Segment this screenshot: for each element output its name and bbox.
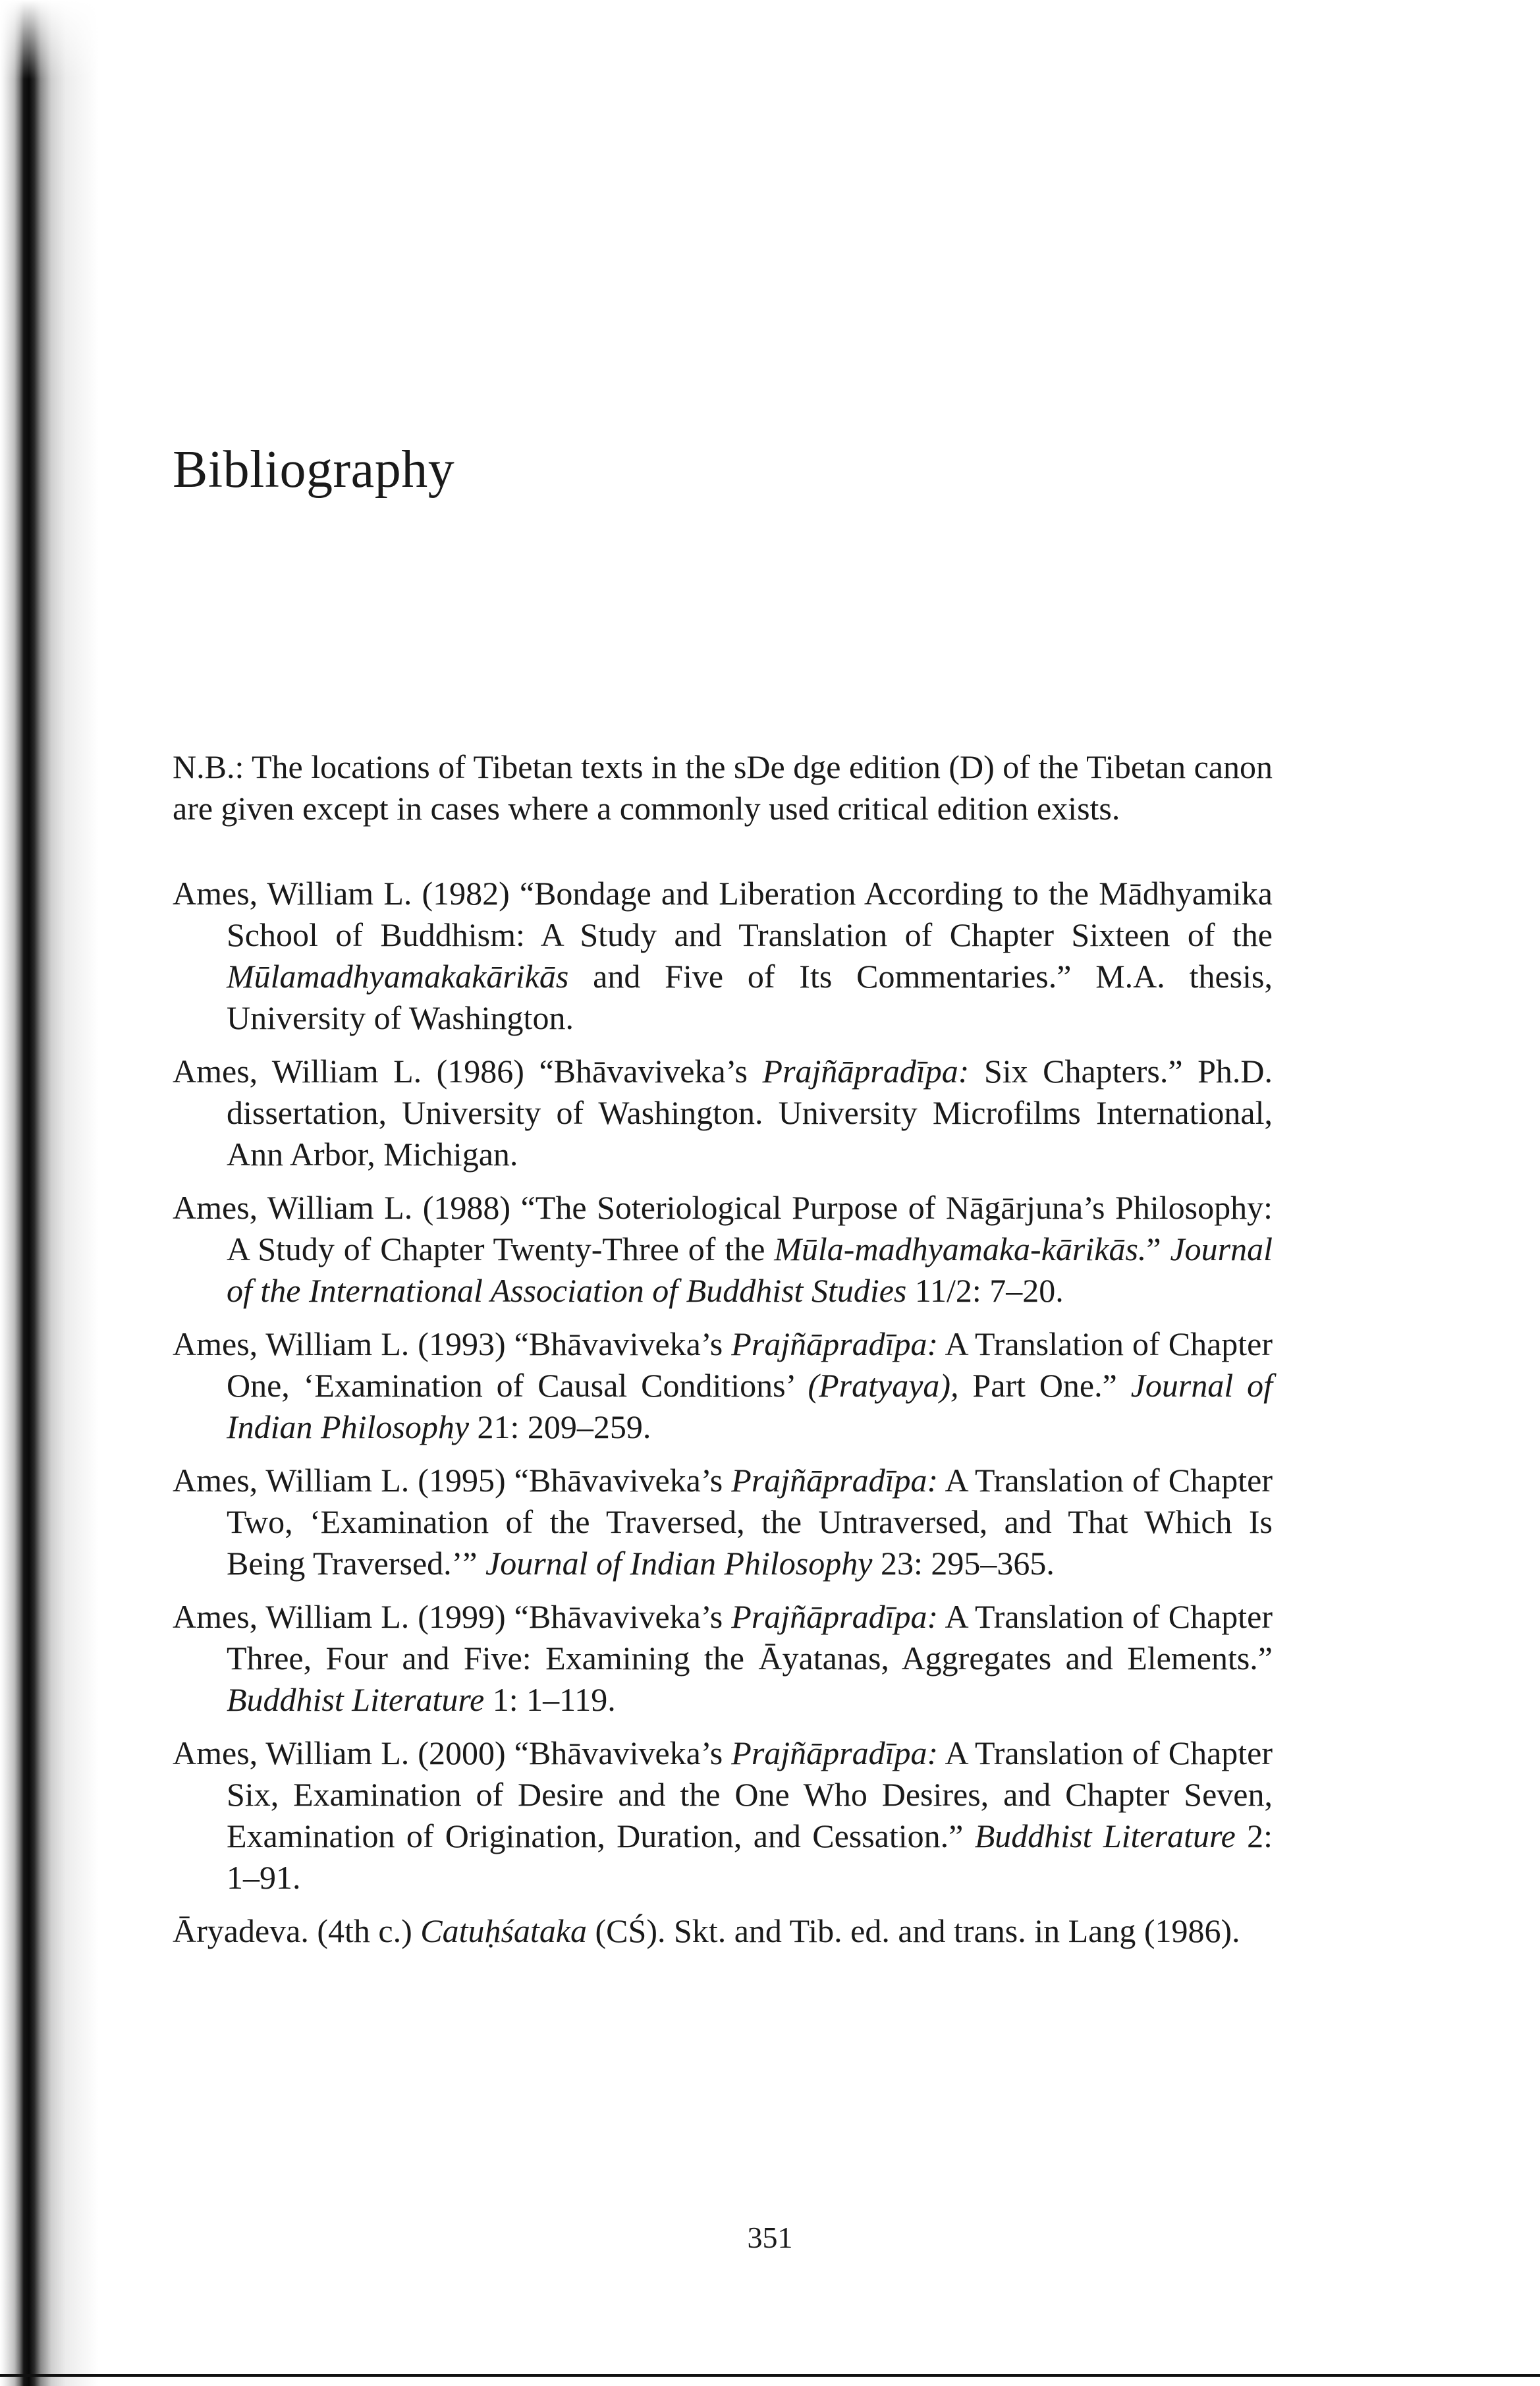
entry-text: 2: 1–91. — [227, 1817, 1273, 1896]
editorial-note: N.B.: The locations of Tibetan texts in the sDe dge edition (D) of the Tibetan canon are given except in cases where a commonly used critical edition exists. — [173, 748, 1273, 827]
entry-text: Āryadeva. (4th c.) — [173, 1912, 421, 1949]
scan-gutter-shadow — [0, 0, 99, 2386]
entry-text: Ames, William L. (1999) “Bhāvaviveka’s — [173, 1598, 732, 1635]
entry-text: A Translation of Chapter Six, Examination of Desire and the One Who Desires, and Chapter Seven, Examination of Origination, Duration, and Cessation.” — [227, 1734, 1273, 1854]
entry-text: Ames, William L. (2000) “Bhāvaviveka’s — [173, 1734, 732, 1771]
entry-italic-title: Mūlamadhyamakakārikās — [227, 958, 569, 995]
bibliography-entry — [173, 1187, 1273, 1312]
bibliography-body — [173, 746, 1273, 1964]
entry-text: 21: 209–259. — [469, 1408, 651, 1445]
bibliography-entry — [173, 1910, 1273, 1952]
entry-text: Ames, William L. (1993) “Bhāvaviveka’s — [173, 1325, 732, 1362]
bibliography-entry — [173, 1596, 1273, 1721]
entry-journal: Buddhist Literature — [227, 1681, 485, 1718]
entry-italic-term: (Pratyaya), — [808, 1367, 959, 1404]
bibliography-entry — [173, 873, 1273, 1039]
entry-text: A Translation of Chapter Three, Four and Five: Examining the Āyatanas, Aggregates and Elements.” — [227, 1598, 1273, 1677]
entry-text: Ames, William L. (1986) “Bhāvaviveka’s — [173, 1053, 763, 1090]
entry-text: Ames, William L. (1988) “The Soteriological Purpose of Nāgārjuna’s Philosophy: A Study of Chapter Twenty-Three of the — [173, 1189, 1273, 1267]
bibliography-entry — [173, 1460, 1273, 1584]
entry-italic-title: Prajñāpradīpa: — [731, 1598, 939, 1635]
entry-text: 23: 295–365. — [872, 1545, 1055, 1582]
entry-italic-title: Catuḥśataka — [420, 1912, 588, 1949]
entry-italic-title: Prajñāpradīpa: — [731, 1734, 939, 1771]
entry-text: Ames, William L. (1982) “Bondage and Liberation According to the Mādhyamika School of Buddhism: A Study and Translation of Chapter Sixteen of the — [173, 875, 1273, 953]
entry-text: (CŚ). Skt. and Tib. ed. and trans. in Lang (1986). — [587, 1912, 1240, 1949]
scan-bottom-edge — [0, 2374, 1540, 2377]
page-title: Bibliography — [173, 441, 455, 499]
entry-italic-title: Prajñāpradīpa: — [731, 1325, 939, 1362]
entry-text: Part One.” — [958, 1367, 1131, 1404]
entry-journal: Journal of Indian Philosophy — [485, 1545, 873, 1582]
entry-text: A Translation of Chapter Two, ‘Examination of the Traversed, the Untraversed, and That Which Is Being Traversed.’” — [227, 1462, 1273, 1582]
bibliography-entry — [173, 1733, 1273, 1899]
entry-text: 1: 1–119. — [484, 1681, 616, 1718]
entry-italic-title: Prajñāpradīpa: — [762, 1053, 970, 1090]
entry-text: A Translation of Chapter One, ‘Examination of Causal Conditions’ — [227, 1325, 1273, 1404]
scan-gutter-fade — [0, 0, 99, 79]
entry-text: and Five of Its Commentaries.” M.A. thesis, University of Washington. — [227, 958, 1273, 1036]
entry-text: ” — [1146, 1231, 1170, 1267]
bibliography-entry — [173, 1051, 1273, 1175]
entry-journal: Journal of Indian Philosophy — [227, 1367, 1273, 1445]
page-number: 351 — [747, 2221, 793, 2254]
entry-text: 11/2: 7–20. — [906, 1272, 1064, 1309]
entry-italic-title: Prajñāpradīpa: — [731, 1462, 939, 1499]
entry-journal: Journal of the International Association of Buddhist Studies — [227, 1231, 1273, 1309]
entry-italic-title: Mūla-madhyamaka-kārikās. — [774, 1231, 1147, 1267]
entry-journal: Buddhist Literature — [974, 1817, 1236, 1854]
entry-text: Ames, William L. (1995) “Bhāvaviveka’s — [173, 1462, 732, 1499]
bibliography-entry — [173, 1323, 1273, 1448]
entry-text: Six Chapters.” Ph.D. dissertation, University of Washington. University Microfilms International, Ann Arbor, Michigan. — [227, 1053, 1273, 1173]
